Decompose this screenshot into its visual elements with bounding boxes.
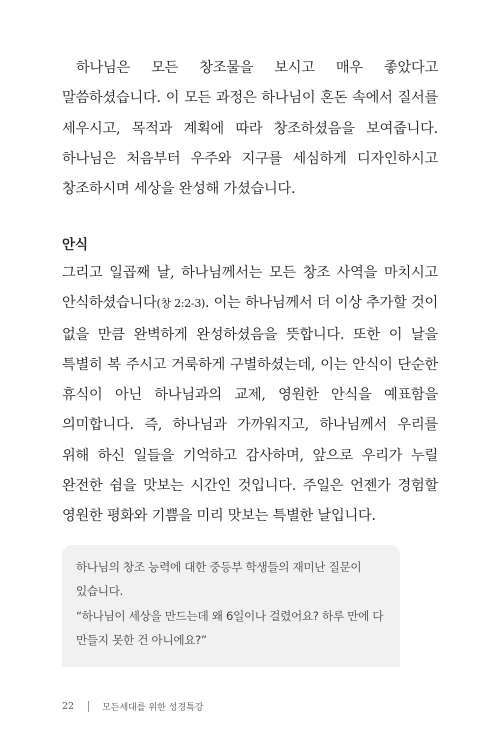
callout-question: “하나님이 세상을 만드는데 왜 6일이나 걸렸어요? 하루 만에 다 만들지 못한 건 아니에요?” (76, 608, 384, 647)
page-number: 22 (62, 701, 75, 712)
section-heading: 안식 (62, 237, 89, 253)
question-callout-box (62, 545, 400, 667)
scripture-reference: (창 2:2-3) (156, 297, 206, 311)
creation-paragraph-text: 하나님은 모든 창조물을 보시고 매우 좋았다고 말씀하셨습니다. 이 모든 과정은 하나님이 혼돈 속에서 질서를 세우시고, 목적과 계획에 따라 창조하셨음을 보여줍니다. 하나님은 처음부터 우주와 지구를 세심하게 디자인하시고 창조하시며 세상을 완성해 가셨습니다. (62, 60, 438, 198)
footer-divider (88, 701, 89, 712)
creation-paragraph (62, 53, 438, 204)
sabbath-paragraph (62, 258, 438, 532)
sabbath-text-after-ref: . 이는 하나님께서 더 이상 추가할 것이 없을 만큼 완벽하게 완성하셨음을 뜻합니다. 또한 이 날을 특별히 복 주시고 거룩하게 구별하셨는데, 이는 안식이 단순한 휴식이 아닌 하나님과의 교제, 영원한 안식을 예표함을 의미합니다. 즉, 하나님과 가까워지고, 하나님께서 우리를 위해 하신 일들을 기억하고 감사하며, 앞으로 우리가 누릴 완전한 쉼을 맛보는 시간인 것입니다. 주일은 언젠가 경험할 영원한 평화와 기쁨을 미리 맛보는 특별한 날입니다. (62, 295, 438, 525)
callout-intro: 하나님의 창조 능력에 대한 중등부 학생들의 재미난 질문이 있습니다. (76, 560, 362, 599)
sabbath-text-before-ref: 그리고 일곱째 날, 하나님께서는 모든 창조 사역을 마치시고 안식하셨습니다 (62, 265, 438, 312)
book-title: 모든세대를 위한 성경특강 (102, 703, 204, 713)
page-footer (62, 700, 203, 713)
